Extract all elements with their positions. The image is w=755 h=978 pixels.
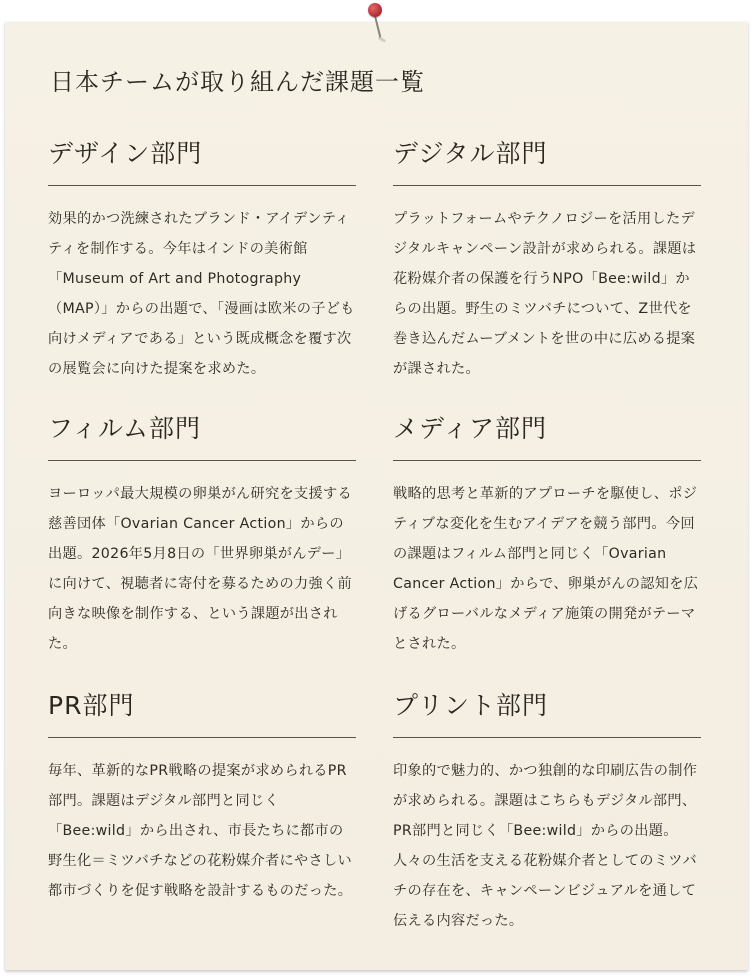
divider — [393, 185, 701, 186]
divider — [393, 737, 701, 738]
section-heading: デジタル部門 — [393, 139, 548, 168]
section-heading: メディア部門 — [393, 414, 548, 443]
section-body: 印象的で魅力的、かつ独創的な印刷広告の制作が求められる。課題はこちらもデジタル部門、PR部門と同じく「Bee:wild」からの出題。人々の生活を支える花粉媒介者としてのミツバチの存在を、キャンペーンビジュアルを通して伝える内容だった。 — [393, 763, 698, 929]
section-body: 毎年、革新的なPR戦略の提案が求められるPR部門。課題はデジタル部門と同じく「Bee:wild」から出され、市長たちに都市の野生化＝ミツバチなどの花粉媒介者にやさしい都市づくりを促す戦略を設計するものだった。 — [48, 763, 353, 899]
section-heading: デザイン部門 — [48, 139, 203, 168]
push-pin-icon — [368, 3, 382, 17]
divider — [48, 185, 356, 186]
divider — [48, 737, 356, 738]
section-design — [48, 137, 356, 384]
section-heading: PR部門 — [48, 691, 135, 720]
page-title: 日本チームが取り組んだ課題一覧 — [50, 68, 425, 96]
section-body: 戦略的思考と革新的アプローチを駆使し、ポジティブな変化を生むアイデアを競う部門。今回の課題はフィルム部門と同じく「Ovarian Cancer Action」からで、卵巣がんの認知を広げるグローバルなメディア施策の開発がテーマとされた。 — [393, 486, 699, 652]
section-body: 効果的かつ洗練されたブランド・アイデンティティを制作する。今年はインドの美術館「Museum of Art and Photography（MAP）」からの出題で、「漫画は欧米の子ども向けメディアである」という既成概念を覆す次の展覧会に向けた提案を求めた。 — [48, 211, 355, 377]
section-print — [393, 689, 701, 936]
section-heading: フィルム部門 — [48, 414, 202, 443]
section-body: ヨーロッパ最大規模の卵巣がん研究を支援する慈善団体「Ovarian Cancer Action」からの出題。2026年5月8日の「世界卵巣がんデー」に向けて、視聴者に寄付を募るための力強く前向きな映像を制作する、という課題が出された。 — [48, 486, 352, 652]
section-film — [48, 412, 356, 659]
section-digital — [393, 137, 701, 384]
section-media — [393, 412, 701, 659]
section-body: プラットフォームやテクノロジーを活用したデジタルキャンペーン設計が求められる。課題は花粉媒介者の保護を行うNPO「Bee:wild」からの出題。野生のミツバチについて、Z世代を巻き込んだムーブメントを世の中に広める提案が課された。 — [393, 211, 697, 377]
divider — [48, 460, 356, 461]
divider — [393, 460, 701, 461]
section-pr — [48, 689, 356, 906]
section-heading: プリント部門 — [393, 691, 549, 720]
